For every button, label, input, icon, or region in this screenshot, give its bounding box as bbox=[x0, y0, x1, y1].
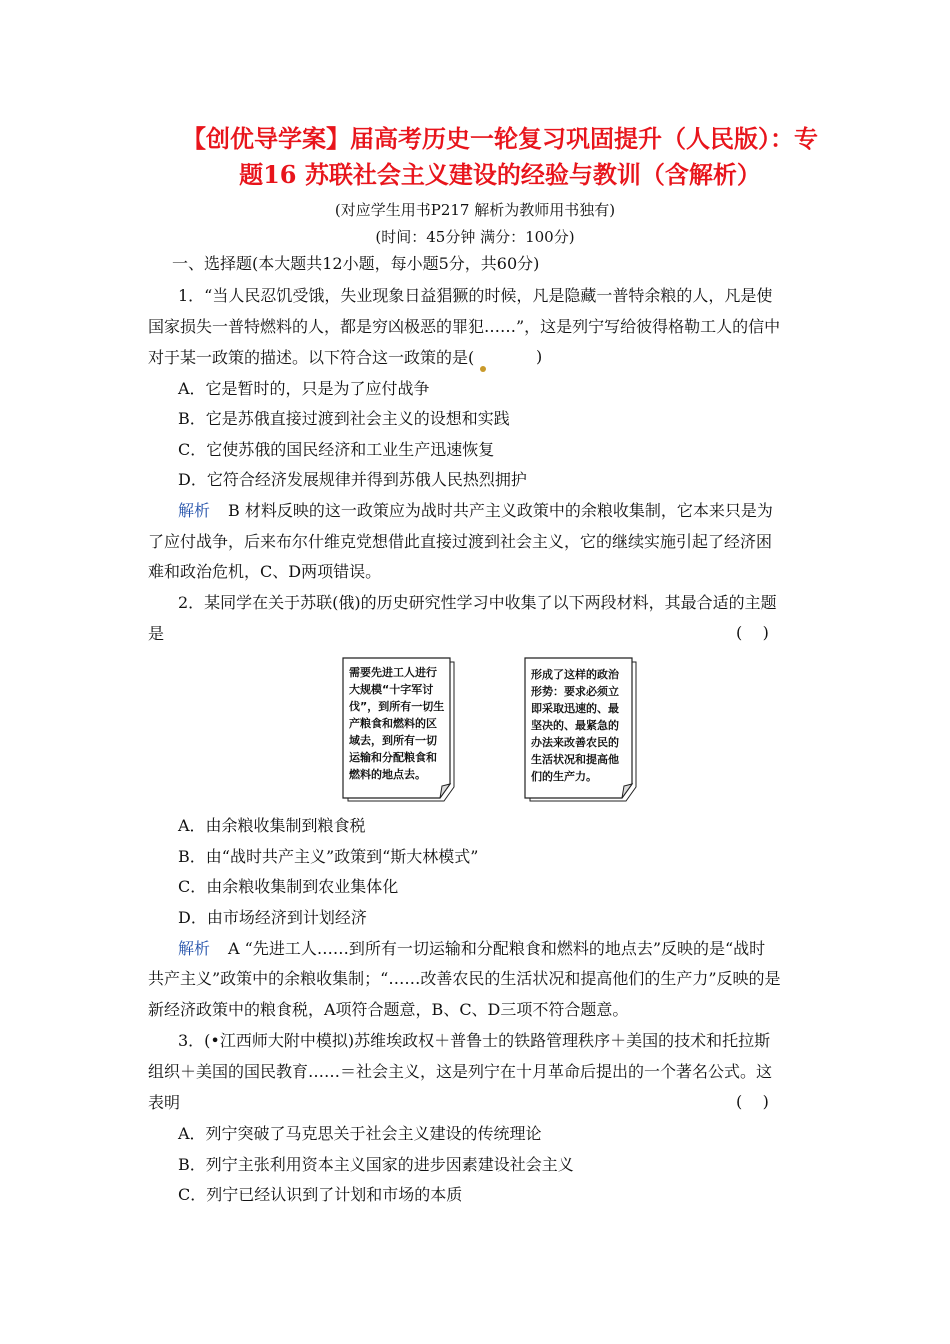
q3-stem-line: 表明 bbox=[148, 1093, 181, 1112]
material-document-left bbox=[340, 656, 458, 802]
material-document-right bbox=[522, 656, 640, 802]
doc-right-line: 办法来改善农民的 bbox=[531, 736, 619, 749]
q1-option-d: D．它符合经济发展规律并得到苏俄人民热烈拥护 bbox=[178, 470, 527, 489]
q1-option-b: B．它是苏俄直接过渡到社会主义的设想和实践 bbox=[178, 409, 510, 428]
ink-mark bbox=[480, 366, 486, 372]
q1-analysis-label: 解析 bbox=[178, 501, 211, 520]
q1-option-a: A．它是暂时的，只是为了应付战争 bbox=[178, 379, 430, 398]
doc-left-line: 大规模“十字军讨 bbox=[349, 683, 434, 696]
doc-left-line: 域去，到所有一切 bbox=[349, 734, 437, 747]
source-note: (对应学生用书P217 解析为教师用书独有) bbox=[334, 201, 616, 219]
q1-stem-line: 国家损失一普特燃料的人，都是穷凶极恶的罪犯……”，这是列宁写给彼得格勒工人的信中 bbox=[148, 317, 781, 336]
time-note: (时间：45分钟 满分：100分) bbox=[375, 228, 575, 246]
doc-right-line: 形成了这样的政治 bbox=[531, 668, 619, 681]
q1-option-c: C．它使苏俄的国民经济和工业生产迅速恢复 bbox=[178, 440, 495, 459]
doc-left-line: 伐”，到所有一切生 bbox=[349, 700, 445, 713]
q3-option-c: C．列宁已经认识到了计划和市场的本质 bbox=[178, 1185, 463, 1204]
q3-option-b: B．列宁主张利用资本主义国家的进步因素建设社会主义 bbox=[178, 1155, 574, 1174]
doc-left-line: 运输和分配粮食和 bbox=[349, 751, 437, 764]
q1-analysis-line: 难和政治危机，C、D两项错误。 bbox=[148, 562, 382, 581]
q3-stem-line: 组织＋美国的国民教育……＝社会主义，这是列宁在十月革命后提出的一个著名公式。这 bbox=[148, 1062, 773, 1081]
document-title-line-2: 题16 苏联社会主义建设的经验与教训（含解析） bbox=[239, 160, 761, 189]
q2-answer-paren: ( ) bbox=[736, 623, 769, 642]
doc-left-line: 需要先进工人进行 bbox=[349, 666, 437, 679]
q1-stem-line: 对于某一政策的描述。以下符合这一政策的是( bbox=[148, 348, 475, 367]
doc-right-line: 坚决的、最紧急的 bbox=[531, 719, 619, 732]
q2-option-c: C．由余粮收集制到农业集体化 bbox=[178, 877, 399, 896]
section-heading: 一、选择题(本大题共12小题，每小题5分，共60分) bbox=[172, 254, 540, 273]
q1-stem-line: 1．“当人民忍饥受饿，失业现象日益猖獗的时候，凡是隐藏一普特余粮的人，凡是使 bbox=[178, 286, 773, 305]
q2-analysis-line: 新经济政策中的粮食税，A项符合题意，B、C、D三项不符合题意。 bbox=[148, 1000, 629, 1019]
doc-right-line: 们的生产力。 bbox=[531, 770, 597, 783]
q1-answer-paren: ) bbox=[536, 347, 543, 366]
q2-option-a: A．由余粮收集制到粮食税 bbox=[178, 816, 366, 835]
doc-left-line: 燃料的地点去。 bbox=[349, 768, 426, 781]
doc-right-line: 形势：要求必须立 bbox=[531, 685, 619, 698]
q3-option-a: A．列宁突破了马克思关于社会主义建设的传统理论 bbox=[178, 1124, 542, 1143]
doc-left-line: 产粮食和燃料的区 bbox=[349, 717, 437, 730]
q2-analysis-line: 共产主义”政策中的余粮收集制；“……改善农民的生活状况和提高他们的生产力”反映的是 bbox=[148, 969, 781, 988]
q3-stem-line: 3．(•江西师大附中模拟)苏维埃政权＋普鲁士的铁路管理秩序＋美国的技术和托拉斯 bbox=[178, 1031, 771, 1050]
q2-option-d: D．由市场经济到计划经济 bbox=[178, 908, 367, 927]
q2-stem-line: 2．某同学在关于苏联(俄)的历史研究性学习中收集了以下两段材料，其最合适的主题 bbox=[178, 593, 777, 612]
q1-analysis-line: B 材料反映的这一政策应为战时共产主义政策中的余粮收集制，它本来只是为 bbox=[228, 501, 773, 520]
document-title-line-1: 【创优导学案】届高考历史一轮复习巩固提升（人民版）：专 bbox=[182, 124, 818, 153]
q3-answer-paren: ( ) bbox=[736, 1092, 769, 1111]
q2-analysis-line: A “先进工人……到所有一切运输和分配粮食和燃料的地点去”反映的是“战时 bbox=[228, 939, 766, 958]
q1-analysis-line: 了应付战争，后来布尔什维克党想借此直接过渡到社会主义，它的继续实施引起了经济困 bbox=[148, 532, 773, 551]
q2-option-b: B．由“战时共产主义”政策到“斯大林模式” bbox=[178, 847, 479, 866]
doc-right-line: 即采取迅速的、最 bbox=[531, 702, 619, 715]
q2-analysis-label: 解析 bbox=[178, 939, 211, 958]
q2-stem-line: 是 bbox=[148, 624, 165, 643]
doc-right-line: 生活状况和提高他 bbox=[531, 753, 619, 766]
